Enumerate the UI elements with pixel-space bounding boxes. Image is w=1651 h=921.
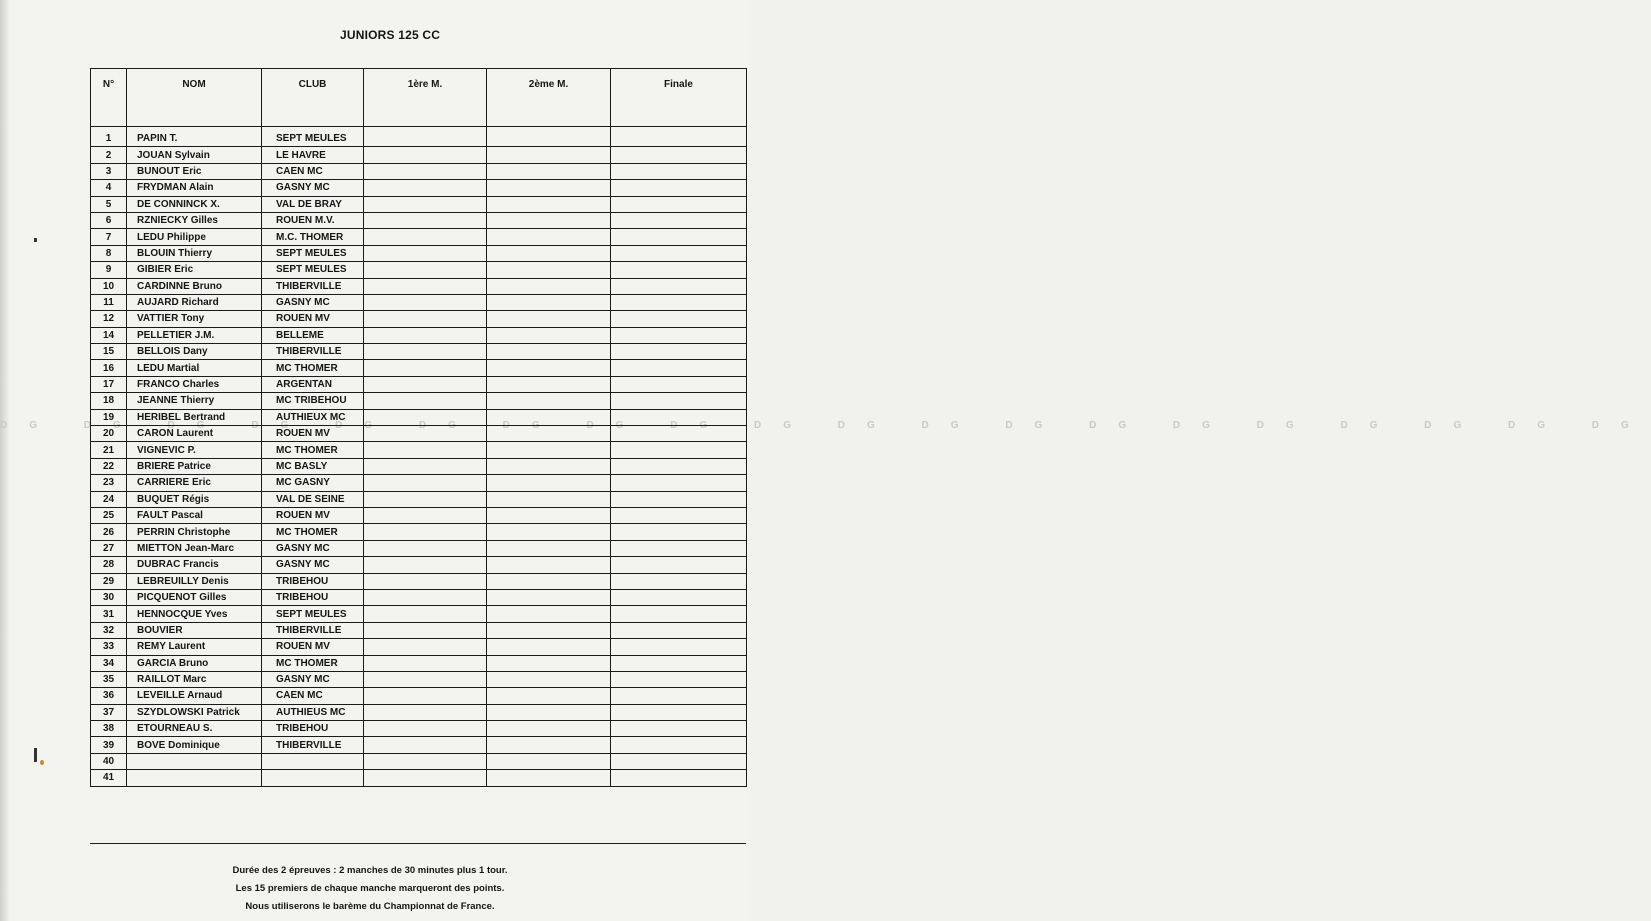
table-row — [91, 344, 747, 360]
table-row — [91, 426, 747, 442]
rider-name: BELLOIS Dany — [127, 344, 262, 360]
finale-cell — [611, 360, 747, 376]
finale-cell — [611, 573, 747, 589]
manche-1-cell — [364, 245, 487, 261]
finale-cell — [611, 589, 747, 605]
rider-number: 19 — [91, 409, 127, 425]
header-nom: NOM — [127, 69, 262, 127]
rider-name: BUNOUT Eric — [127, 163, 262, 179]
rider-number: 20 — [91, 426, 127, 442]
finale-cell — [611, 655, 747, 671]
manche-2-cell — [487, 229, 611, 245]
manche-2-cell — [487, 524, 611, 540]
rider-club: THIBERVILLE — [262, 622, 364, 638]
table-row — [91, 573, 747, 589]
rider-club: GASNY MC — [262, 180, 364, 196]
manche-2-cell — [487, 376, 611, 392]
manche-1-cell — [364, 426, 487, 442]
rider-name: VIGNEVIC P. — [127, 442, 262, 458]
table-row — [91, 540, 747, 556]
manche-2-cell — [487, 180, 611, 196]
rider-name: SZYDLOWSKI Patrick — [127, 704, 262, 720]
manche-2-cell — [487, 245, 611, 261]
manche-1-cell — [364, 442, 487, 458]
manche-1-cell — [364, 212, 487, 228]
manche-1-cell — [364, 180, 487, 196]
manche-2-cell — [487, 262, 611, 278]
manche-1-cell — [364, 622, 487, 638]
manche-2-cell — [487, 753, 611, 769]
finale-cell — [611, 229, 747, 245]
rider-club: THIBERVILLE — [262, 278, 364, 294]
manche-1-cell — [364, 491, 487, 507]
table-row — [91, 753, 747, 769]
finale-cell — [611, 245, 747, 261]
rider-number: 4 — [91, 180, 127, 196]
rider-number: 1 — [91, 127, 127, 147]
rider-name: FRANCO Charles — [127, 376, 262, 392]
manche-1-cell — [364, 327, 487, 343]
stain-mark — [40, 760, 44, 765]
finale-cell — [611, 622, 747, 638]
manche-2-cell — [487, 196, 611, 212]
margin-mark — [34, 748, 37, 762]
footer-line-2: Les 15 premiers de chaque manche marqueront des points. — [235, 883, 505, 894]
finale-cell — [611, 127, 747, 147]
rider-name: GIBIER Eric — [127, 262, 262, 278]
rider-club: MC BASLY — [262, 458, 364, 474]
table-row — [91, 180, 747, 196]
rider-number: 38 — [91, 721, 127, 737]
rider-club: TRIBEHOU — [262, 721, 364, 737]
table-row — [91, 770, 747, 786]
finale-cell — [611, 721, 747, 737]
rider-club: THIBERVILLE — [262, 344, 364, 360]
table-row — [91, 327, 747, 343]
manche-2-cell — [487, 770, 611, 786]
rider-club: TRIBEHOU — [262, 589, 364, 605]
rider-name: CARRIERE Eric — [127, 475, 262, 491]
table-row — [91, 737, 747, 753]
rider-name: VATTIER Tony — [127, 311, 262, 327]
manche-2-cell — [487, 294, 611, 310]
rider-name: BLOUIN Thierry — [127, 245, 262, 261]
rider-club — [262, 770, 364, 786]
page-title: JUNIORS 125 CC — [340, 28, 441, 42]
manche-1-cell — [364, 540, 487, 556]
finale-cell — [611, 737, 747, 753]
table-row — [91, 639, 747, 655]
rider-club: ROUEN MV — [262, 639, 364, 655]
rider-number: 31 — [91, 606, 127, 622]
finale-cell — [611, 376, 747, 392]
header-finale: Finale — [611, 69, 747, 127]
rider-name: PELLETIER J.M. — [127, 327, 262, 343]
table-row — [91, 147, 747, 163]
finale-cell — [611, 344, 747, 360]
manche-1-cell — [364, 376, 487, 392]
finale-cell — [611, 442, 747, 458]
header-club: CLUB — [262, 69, 364, 127]
finale-cell — [611, 426, 747, 442]
rider-club: SEPT MEULES — [262, 245, 364, 261]
rider-name: HERIBEL Bertrand — [127, 409, 262, 425]
rider-name: LEBREUILLY Denis — [127, 573, 262, 589]
table-row — [91, 409, 747, 425]
rider-club: GASNY MC — [262, 557, 364, 573]
table-row — [91, 376, 747, 392]
rider-club: ARGENTAN — [262, 376, 364, 392]
manche-1-cell — [364, 311, 487, 327]
table-row — [91, 557, 747, 573]
rider-number: 6 — [91, 212, 127, 228]
rider-number: 11 — [91, 294, 127, 310]
finale-cell — [611, 475, 747, 491]
rider-name: BOVE Dominique — [127, 737, 262, 753]
table-row — [91, 311, 747, 327]
table-row — [91, 229, 747, 245]
table-row — [91, 622, 747, 638]
table-row — [91, 589, 747, 605]
table-row — [91, 196, 747, 212]
finale-cell — [611, 491, 747, 507]
manche-1-cell — [364, 294, 487, 310]
rider-club: MC THOMER — [262, 442, 364, 458]
manche-1-cell — [364, 606, 487, 622]
rider-club: GASNY MC — [262, 294, 364, 310]
manche-2-cell — [487, 344, 611, 360]
rider-name: BUQUET Régis — [127, 491, 262, 507]
rider-number: 37 — [91, 704, 127, 720]
manche-2-cell — [487, 311, 611, 327]
footer-line-1: Durée des 2 épreuves : 2 manches de 30 minutes plus 1 tour. — [232, 865, 508, 876]
finale-cell — [611, 688, 747, 704]
table-row — [91, 688, 747, 704]
rider-name — [127, 753, 262, 769]
rider-number: 10 — [91, 278, 127, 294]
manche-1-cell — [364, 458, 487, 474]
table-header-row — [91, 69, 747, 127]
finale-cell — [611, 393, 747, 409]
rider-name: HENNOCQUE Yves — [127, 606, 262, 622]
table-row — [91, 475, 747, 491]
rider-number: 5 — [91, 196, 127, 212]
manche-2-cell — [487, 639, 611, 655]
footer-line-3: Nous utiliserons le barème du Championnat de France. — [245, 901, 495, 912]
table-row — [91, 524, 747, 540]
manche-1-cell — [364, 639, 487, 655]
manche-2-cell — [487, 557, 611, 573]
finale-cell — [611, 507, 747, 523]
manche-2-cell — [487, 127, 611, 147]
manche-2-cell — [487, 671, 611, 687]
results-table — [90, 68, 747, 787]
finale-cell — [611, 278, 747, 294]
manche-1-cell — [364, 753, 487, 769]
table-row — [91, 278, 747, 294]
manche-1-cell — [364, 393, 487, 409]
rider-number: 8 — [91, 245, 127, 261]
manche-1-cell — [364, 721, 487, 737]
rider-club: M.C. THOMER — [262, 229, 364, 245]
rider-name: MIETTON Jean-Marc — [127, 540, 262, 556]
rider-number: 41 — [91, 770, 127, 786]
rider-club: SEPT MEULES — [262, 262, 364, 278]
rider-name: RZNIECKY Gilles — [127, 212, 262, 228]
table-row — [91, 704, 747, 720]
rider-number: 34 — [91, 655, 127, 671]
manche-1-cell — [364, 573, 487, 589]
manche-2-cell — [487, 540, 611, 556]
manche-1-cell — [364, 163, 487, 179]
rider-club: ROUEN MV — [262, 507, 364, 523]
rider-name: BOUVIER — [127, 622, 262, 638]
rider-number: 16 — [91, 360, 127, 376]
finale-cell — [611, 147, 747, 163]
manche-2-cell — [487, 212, 611, 228]
rider-number: 35 — [91, 671, 127, 687]
table-row — [91, 262, 747, 278]
finale-cell — [611, 524, 747, 540]
rider-club: GASNY MC — [262, 540, 364, 556]
manche-2-cell — [487, 606, 611, 622]
rider-name: PICQUENOT Gilles — [127, 589, 262, 605]
rider-number: 22 — [91, 458, 127, 474]
rider-name — [127, 770, 262, 786]
rider-name: PERRIN Christophe — [127, 524, 262, 540]
table-row — [91, 507, 747, 523]
rider-name: FRYDMAN Alain — [127, 180, 262, 196]
rider-number: 32 — [91, 622, 127, 638]
rider-name: JOUAN Sylvain — [127, 147, 262, 163]
rider-name: DUBRAC Francis — [127, 557, 262, 573]
rider-club: MC THOMER — [262, 524, 364, 540]
manche-2-cell — [487, 163, 611, 179]
manche-2-cell — [487, 327, 611, 343]
manche-1-cell — [364, 475, 487, 491]
table-row — [91, 442, 747, 458]
rider-club: LE HAVRE — [262, 147, 364, 163]
manche-2-cell — [487, 704, 611, 720]
finale-cell — [611, 262, 747, 278]
finale-cell — [611, 196, 747, 212]
finale-cell — [611, 770, 747, 786]
manche-2-cell — [487, 737, 611, 753]
manche-2-cell — [487, 278, 611, 294]
rider-club: ROUEN MV — [262, 311, 364, 327]
manche-1-cell — [364, 360, 487, 376]
rider-number: 17 — [91, 376, 127, 392]
rider-number: 23 — [91, 475, 127, 491]
rider-number: 30 — [91, 589, 127, 605]
finale-cell — [611, 458, 747, 474]
rider-name: ETOURNEAU S. — [127, 721, 262, 737]
manche-1-cell — [364, 589, 487, 605]
manche-2-cell — [487, 688, 611, 704]
watermark-strip: DG DG DG DG DG DG DG DG DG DG DG DG DG DG DG DG DG DG DG DG — [0, 420, 1651, 431]
rider-name: REMY Laurent — [127, 639, 262, 655]
rider-name: PAPIN T. — [127, 127, 262, 147]
rider-club — [262, 753, 364, 769]
rider-club: VAL DE BRAY — [262, 196, 364, 212]
manche-2-cell — [487, 426, 611, 442]
manche-1-cell — [364, 524, 487, 540]
finale-cell — [611, 639, 747, 655]
finale-cell — [611, 180, 747, 196]
rider-club: GASNY MC — [262, 671, 364, 687]
manche-1-cell — [364, 507, 487, 523]
manche-2-cell — [487, 573, 611, 589]
rider-name: CARDINNE Bruno — [127, 278, 262, 294]
finale-cell — [611, 163, 747, 179]
manche-2-cell — [487, 393, 611, 409]
manche-1-cell — [364, 688, 487, 704]
finale-cell — [611, 212, 747, 228]
manche-1-cell — [364, 704, 487, 720]
finale-cell — [611, 704, 747, 720]
rider-club: CAEN MC — [262, 163, 364, 179]
manche-1-cell — [364, 344, 487, 360]
rider-club: SEPT MEULES — [262, 606, 364, 622]
table-row — [91, 360, 747, 376]
rider-club: ROUEN M.V. — [262, 212, 364, 228]
manche-2-cell — [487, 442, 611, 458]
table-row — [91, 458, 747, 474]
table-row — [91, 606, 747, 622]
header-manche-2: 2ème M. — [487, 69, 611, 127]
manche-2-cell — [487, 491, 611, 507]
rider-number: 39 — [91, 737, 127, 753]
table-row — [91, 491, 747, 507]
rider-club: MC THOMER — [262, 655, 364, 671]
rider-club: TRIBEHOU — [262, 573, 364, 589]
finale-cell — [611, 327, 747, 343]
manche-1-cell — [364, 737, 487, 753]
rider-name: CARON Laurent — [127, 426, 262, 442]
table-row — [91, 655, 747, 671]
finale-cell — [611, 294, 747, 310]
rider-number: 18 — [91, 393, 127, 409]
rider-number: 33 — [91, 639, 127, 655]
page-edge-shadow — [0, 0, 10, 921]
manche-2-cell — [487, 507, 611, 523]
rider-name: DE CONNINCK X. — [127, 196, 262, 212]
rider-number: 40 — [91, 753, 127, 769]
finale-cell — [611, 409, 747, 425]
manche-2-cell — [487, 475, 611, 491]
manche-1-cell — [364, 671, 487, 687]
finale-cell — [611, 311, 747, 327]
manche-1-cell — [364, 262, 487, 278]
manche-2-cell — [487, 589, 611, 605]
manche-1-cell — [364, 229, 487, 245]
manche-1-cell — [364, 127, 487, 147]
manche-2-cell — [487, 655, 611, 671]
finale-cell — [611, 753, 747, 769]
rider-number: 27 — [91, 540, 127, 556]
finale-cell — [611, 671, 747, 687]
finale-cell — [611, 606, 747, 622]
rider-number: 28 — [91, 557, 127, 573]
manche-2-cell — [487, 360, 611, 376]
rider-number: 9 — [91, 262, 127, 278]
rider-name: GARCIA Bruno — [127, 655, 262, 671]
rider-club: SEPT MEULES — [262, 127, 364, 147]
table-row — [91, 127, 747, 147]
rider-name: RAILLOT Marc — [127, 671, 262, 687]
manche-2-cell — [487, 147, 611, 163]
manche-2-cell — [487, 622, 611, 638]
rider-number: 12 — [91, 311, 127, 327]
table-row — [91, 294, 747, 310]
rider-number: 36 — [91, 688, 127, 704]
rider-number: 29 — [91, 573, 127, 589]
margin-mark — [34, 238, 37, 242]
finale-cell — [611, 540, 747, 556]
rider-club: CAEN MC — [262, 688, 364, 704]
rider-number: 24 — [91, 491, 127, 507]
rider-number: 15 — [91, 344, 127, 360]
rider-number: 3 — [91, 163, 127, 179]
manche-2-cell — [487, 721, 611, 737]
finale-cell — [611, 557, 747, 573]
rider-number: 21 — [91, 442, 127, 458]
rider-name: FAULT Pascal — [127, 507, 262, 523]
footer-notes — [0, 862, 750, 916]
table-row — [91, 163, 747, 179]
manche-1-cell — [364, 278, 487, 294]
rider-name: BRIERE Patrice — [127, 458, 262, 474]
header-num: N° — [91, 69, 127, 127]
manche-1-cell — [364, 557, 487, 573]
table-row — [91, 671, 747, 687]
rider-club: MC TRIBEHOU — [262, 393, 364, 409]
rider-number: 2 — [91, 147, 127, 163]
header-manche-1: 1ère M. — [364, 69, 487, 127]
table-row — [91, 393, 747, 409]
rider-number: 25 — [91, 507, 127, 523]
rider-club: VAL DE SEINE — [262, 491, 364, 507]
manche-1-cell — [364, 147, 487, 163]
manche-1-cell — [364, 655, 487, 671]
rider-club: THIBERVILLE — [262, 737, 364, 753]
manche-2-cell — [487, 458, 611, 474]
rider-club: BELLEME — [262, 327, 364, 343]
rider-number: 14 — [91, 327, 127, 343]
rider-club: ROUEN MV — [262, 426, 364, 442]
rider-name: LEDU Martial — [127, 360, 262, 376]
rider-name: LEVEILLE Arnaud — [127, 688, 262, 704]
rider-name: AUJARD Richard — [127, 294, 262, 310]
manche-1-cell — [364, 196, 487, 212]
manche-1-cell — [364, 409, 487, 425]
rider-club: MC THOMER — [262, 360, 364, 376]
rider-name: JEANNE Thierry — [127, 393, 262, 409]
rider-club: MC GASNY — [262, 475, 364, 491]
manche-1-cell — [364, 770, 487, 786]
rider-club: AUTHIEUS MC — [262, 704, 364, 720]
manche-2-cell — [487, 409, 611, 425]
table-row — [91, 721, 747, 737]
table-row — [91, 212, 747, 228]
rider-number: 26 — [91, 524, 127, 540]
table-row — [91, 245, 747, 261]
footer-divider — [90, 843, 746, 844]
rider-name: LEDU Philippe — [127, 229, 262, 245]
rider-number: 7 — [91, 229, 127, 245]
rider-club: AUTHIEUX MC — [262, 409, 364, 425]
